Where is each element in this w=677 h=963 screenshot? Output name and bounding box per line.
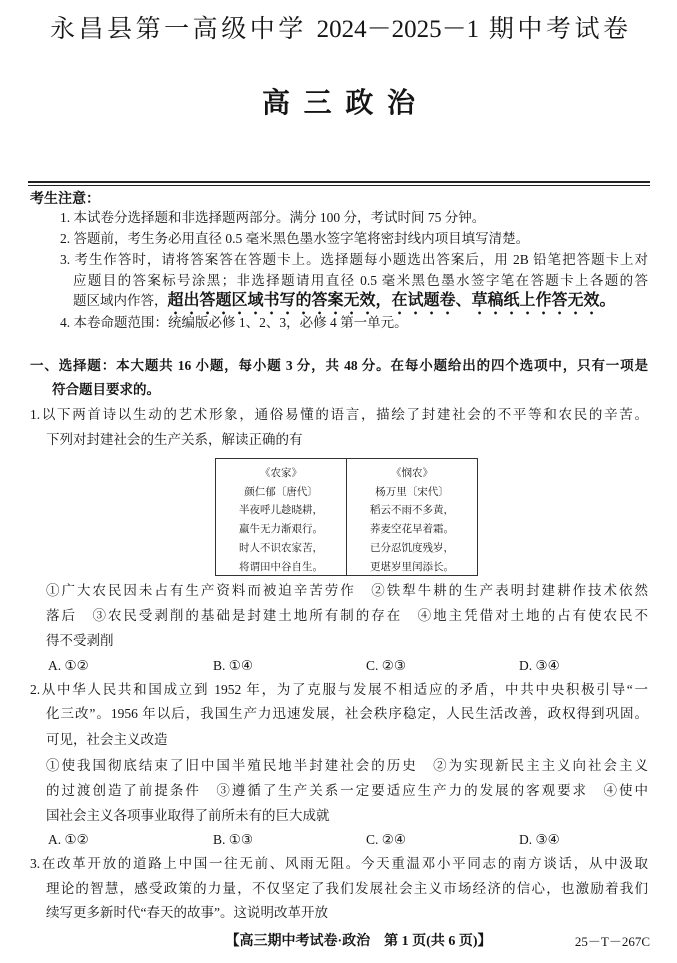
poem-title: 《农家》 bbox=[260, 468, 302, 479]
question-2-stem: 2.从中华人民共和国成立到 1952 年，为了克服与发展不相适应的矛盾，中共中央积极引导“一 bbox=[30, 682, 648, 697]
poem-author: 杨万里〔宋代〕 bbox=[375, 486, 449, 498]
question-2-choice-c: C. ②④ bbox=[366, 832, 406, 847]
question-3-stem-cont: 理论的智慧，感受政策的力量，不仅坚定了我们发展社会主义市场经济的信心，也激励着我们 bbox=[46, 881, 648, 896]
question-1-statements-end: 得不受剥削 bbox=[46, 633, 114, 648]
notice-heading: 考生注意： bbox=[30, 191, 100, 207]
question-1-stem: 1.以下两首诗以生动的艺术形象，通俗易懂的语言，描绘了封建社会的不平等和农民的辛苦。 bbox=[30, 407, 648, 422]
poem-verse: 稻云不雨不多黄， bbox=[370, 505, 454, 517]
exam-title: 永昌县第一高级中学 2024－2025－1 期中考试卷 bbox=[50, 16, 628, 43]
notice-item-1: 1. 本试卷分选择题和非选择题两部分。满分 100 分，考试时间 75 分钟。 bbox=[60, 210, 486, 225]
poem-verse: 更堪岁里闰添长。 bbox=[370, 561, 454, 573]
notice-item-2: 2. 答题前，考生务必用直径 0.5 毫米黑色墨水签字笔将密封线内项目填写清楚。 bbox=[60, 231, 530, 246]
question-2-stem-end: 可见，社会主义改造 bbox=[46, 732, 168, 747]
notice-emphasis: 超出答题区域书写的答案无效，在试题卷、草稿纸上作答无效。 bbox=[167, 290, 616, 309]
question-2-statements-cont: 的过渡创造了前提条件 ③遵循了生产关系一定要适应生产力的发展的客观要求 ④使中 bbox=[46, 783, 648, 798]
question-3-stem-end: 续写更多新时代“春天的故事”。这说明改革开放 bbox=[46, 905, 328, 920]
question-1-choice-c: C. ②③ bbox=[366, 658, 406, 673]
question-1-statements-cont: 落后 ③农民受剥削的基础是封建土地所有制的存在 ④地主凭借对土地的占有使农民不 bbox=[46, 608, 648, 623]
question-1-statements: ①广大农民因未占有生产资料而被迫辛苦劳作 ②铁犁牛耕的生产表明封建耕作技术依然 bbox=[46, 583, 648, 598]
section-heading-cont: 符合题目要求的。 bbox=[52, 382, 160, 397]
poem-verse: 半夜呼儿趁晓耕， bbox=[239, 505, 323, 517]
question-2-statements-end: 国社会主义各项事业取得了前所未有的巨大成就 bbox=[46, 808, 330, 823]
question-2-statements: ①使我国彻底结束了旧中国半殖民地半封建社会的历史 ②为实现新民主主义向社会主义 bbox=[46, 758, 648, 773]
poem-table bbox=[215, 458, 478, 576]
notice-item-3-end bbox=[73, 289, 616, 313]
question-2-choice-d: D. ③④ bbox=[519, 832, 560, 847]
page-footer: 【高三期中考试卷·政治 第 1 页(共 6 页)】 bbox=[225, 934, 492, 949]
header-divider bbox=[28, 181, 650, 186]
question-2-choice-a: A. ①② bbox=[48, 832, 89, 847]
question-2-choice-b: B. ①③ bbox=[213, 832, 253, 847]
poem-title: 《悯农》 bbox=[391, 468, 433, 479]
notice-item-4: 4. 本卷命题范围：统编版必修 1、2、3，必修 4 第一单元。 bbox=[60, 315, 408, 330]
poem-column-left bbox=[216, 459, 346, 575]
notice-item-3-tail: 题区域内作答， bbox=[73, 293, 168, 308]
subject-title: 高 三 政 治 bbox=[262, 88, 415, 119]
question-1-stem-cont: 下列对封建社会的生产关系，解读正确的有 bbox=[46, 432, 303, 447]
poem-column-right bbox=[346, 459, 477, 575]
poem-verse: 荞麦空花早着霜。 bbox=[370, 524, 454, 536]
poem-author: 颜仁郁〔唐代〕 bbox=[244, 486, 318, 498]
notice-item-3-cont: 应题目的答案标号涂黑；非选择题请用直径 0.5 毫米黑色墨水签字笔在答题卡上各题的答 bbox=[73, 273, 648, 288]
question-1-choice-a: A. ①② bbox=[48, 658, 89, 673]
poem-verse: 时人不识农家苦， bbox=[239, 542, 323, 554]
question-3-stem: 3.在改革开放的道路上中国一往无前、风雨无阻。今天重温邓小平同志的南方谈话，从中汲取 bbox=[30, 856, 648, 871]
poem-verse: 羸牛无力渐艰行。 bbox=[239, 524, 323, 536]
question-1-choice-b: B. ①④ bbox=[213, 658, 253, 673]
question-1-choice-d: D. ③④ bbox=[519, 658, 560, 673]
poem-verse: 已分忍饥度残岁， bbox=[370, 542, 454, 554]
poem-verse: 将谓田中谷自生。 bbox=[239, 561, 323, 573]
notice-item-3: 3. 考生作答时，请将答案答在答题卡上。选择题每小题选出答案后，用 2B 铅笔把答题卡上对 bbox=[60, 252, 648, 267]
section-heading: 一、选择题：本大题共 16 小题，每小题 3 分，共 48 分。在每小题给出的四个选项中，只有一项是 bbox=[30, 358, 648, 373]
question-2-stem-cont: 化三改”。1956 年以后，我国生产力迅速发展，社会秩序稳定，人民生活改善，政权得到巩固。 bbox=[46, 706, 648, 721]
paper-code: 25－T－267C bbox=[574, 934, 650, 949]
